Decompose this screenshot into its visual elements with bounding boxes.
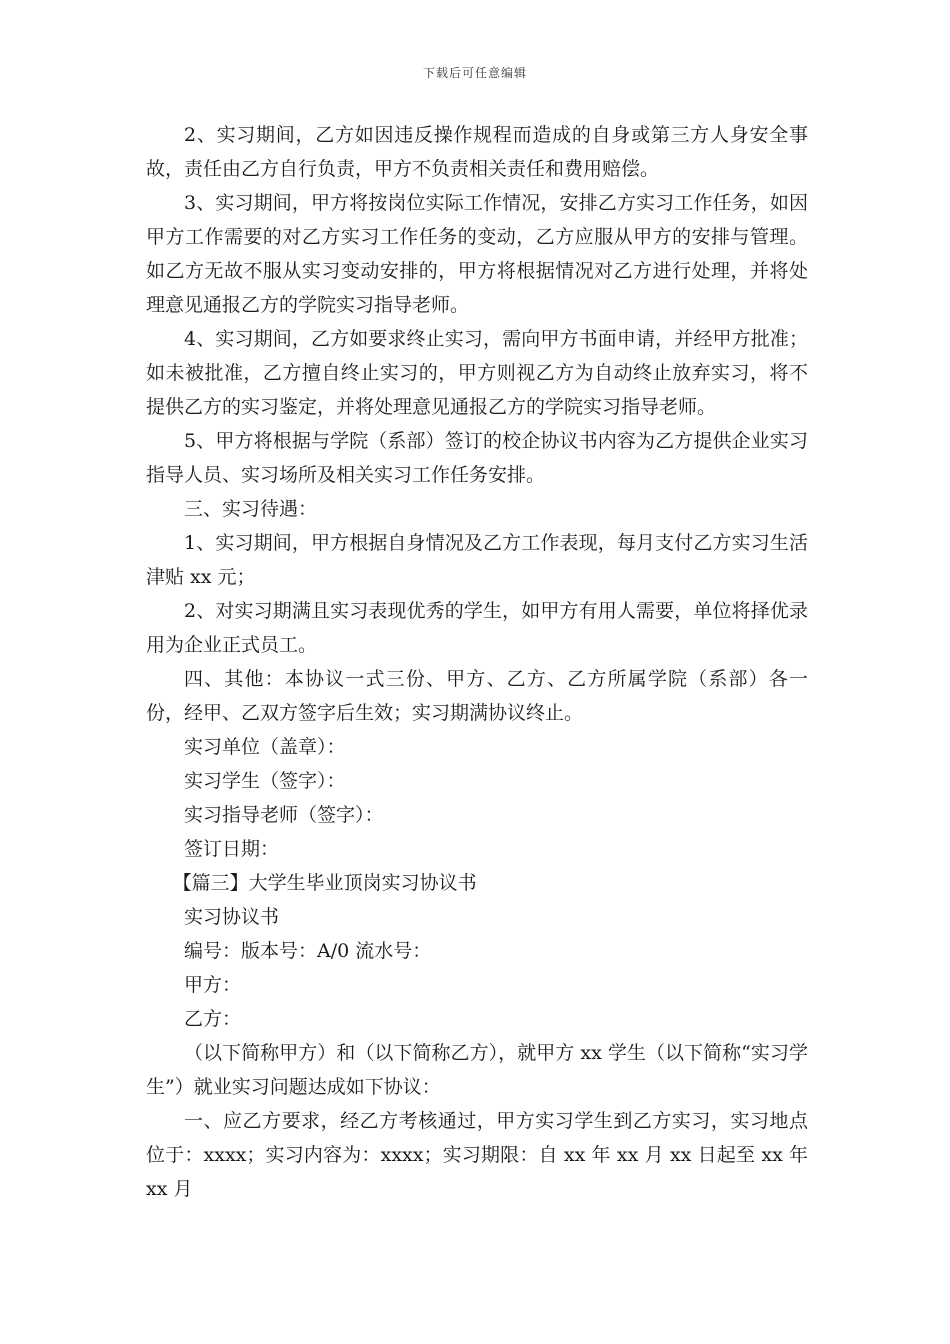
document-body: [146, 118, 808, 1206]
signature-unit-label: 实习单位（盖章）：: [184, 736, 346, 758]
signature-teacher-label: 实习指导老师（签字）：: [184, 804, 384, 826]
page-header: 下载后可任意编辑: [422, 66, 527, 80]
agreement-title: 实习协议书: [184, 906, 280, 928]
document-number-line: 编号：版本号：A/0 流水号：: [184, 940, 432, 962]
preamble-paragraph: （以下简称甲方）和（以下简称乙方），就甲方 xx 学生（以下简称“实习学生”）就业实习问题达成如下协议：: [146, 1042, 808, 1098]
clause-3-paragraph: 3、实习期间，甲方将按岗位实际工作情况，安排乙方实习工作任务，如因甲方工作需要的对乙方实习工作任务的变动，乙方应服从甲方的安排与管理。如乙方无故不服从实习变动安排的，甲方将根据情况对乙方进行处理，并将处理意见通报乙方的学院实习指导老师。: [146, 192, 808, 316]
article-three-title: 【篇三】大学生毕业顶岗实习协议书: [172, 872, 477, 894]
benefit-1-paragraph: 1、实习期间，甲方根据自身情况及乙方工作表现，每月支付乙方实习生活津贴 xx 元；: [146, 532, 808, 588]
section-3-heading: 三、实习待遇：: [184, 498, 318, 520]
clause-2-paragraph: 2、实习期间，乙方如因违反操作规程而造成的自身或第三方人身安全事故，责任由乙方自行负责，甲方不负责相关责任和费用赔偿。: [146, 124, 808, 180]
clause-5-paragraph: 5、甲方将根据与学院（系部）签订的校企协议书内容为乙方提供企业实习指导人员、实习场所及相关实习工作任务安排。: [146, 430, 808, 486]
benefit-2-paragraph: 2、对实习期满且实习表现优秀的学生，如甲方有用人需要，单位将择优录用为企业正式员工。: [146, 600, 808, 656]
party-a-label: 甲方：: [184, 974, 242, 996]
clause-4-paragraph: 4、实习期间，乙方如要求终止实习，需向甲方书面申请，并经甲方批准；如未被批准，乙方擅自终止实习的，甲方则视乙方为自动终止放弃实习，将不提供乙方的实习鉴定，并将处理意见通报乙方的学院实习指导老师。: [146, 328, 808, 418]
signing-date-label: 签订日期：: [184, 838, 280, 860]
party-b-label: 乙方：: [184, 1008, 242, 1030]
signature-student-label: 实习学生（签字）：: [184, 770, 346, 792]
article-1-paragraph: 一、应乙方要求，经乙方考核通过，甲方实习学生到乙方实习，实习地点位于：xxxx；实习内容为：xxxx；实习期限：自 xx 年 xx 月 xx 日起至 xx 年 xx 月: [146, 1110, 808, 1200]
section-4-paragraph: 四、其他：本协议一式三份、甲方、乙方、乙方所属学院（系部）各一份，经甲、乙双方签字后生效；实习期满协议终止。: [146, 668, 808, 724]
